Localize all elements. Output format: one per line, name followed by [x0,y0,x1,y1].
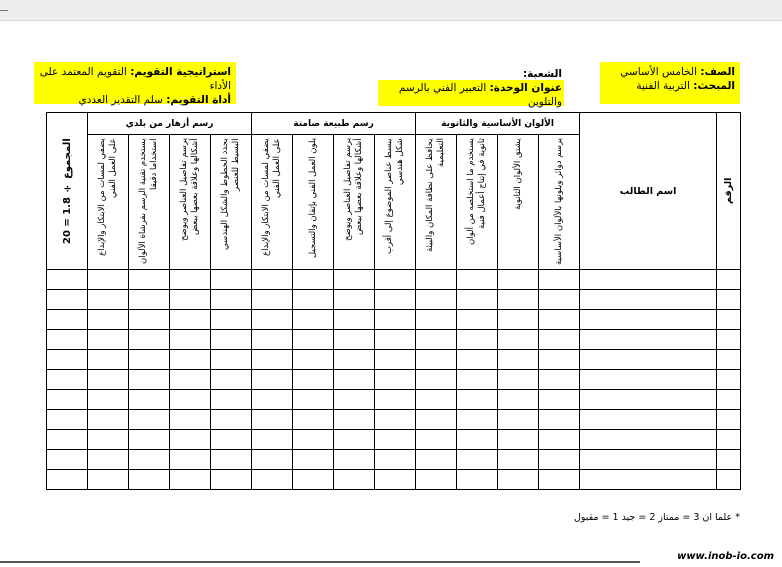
score-cell[interactable] [293,310,334,330]
score-cell[interactable] [539,370,580,390]
score-cell[interactable] [170,270,211,290]
bottom-line [0,561,640,563]
score-cell[interactable] [498,470,539,490]
score-cell[interactable] [375,270,416,290]
score-cell[interactable] [334,350,375,370]
row-number-cell[interactable] [717,430,741,450]
score-cell[interactable] [88,430,129,450]
grading-legend: * علما ان 3 = ممتاز 2 = جيد 1 = مقبول [573,512,740,523]
score-cell[interactable] [457,370,498,390]
score-cell[interactable] [170,290,211,310]
score-cell[interactable] [293,390,334,410]
score-cell[interactable] [457,330,498,350]
score-cell[interactable] [457,310,498,330]
score-cell[interactable] [375,430,416,450]
score-cell[interactable] [416,450,457,470]
total-header-cell [47,113,88,270]
score-cell[interactable] [129,370,170,390]
unit-line [380,81,562,109]
score-cell[interactable] [211,410,252,430]
row-number-cell[interactable] [717,310,741,330]
score-cell[interactable] [539,310,580,330]
row-number-cell[interactable] [717,390,741,410]
score-cell[interactable] [416,390,457,410]
strategy-label: استراتيجية التقويم: [130,66,231,78]
score-cell[interactable] [334,330,375,350]
score-cell[interactable] [375,390,416,410]
total-cell[interactable] [47,450,88,470]
score-cell[interactable] [539,390,580,410]
group-header-row [47,113,741,135]
score-cell[interactable] [539,430,580,450]
student-name-cell[interactable] [580,370,717,390]
score-cell[interactable] [211,450,252,470]
student-name-cell[interactable] [580,450,717,470]
strategy-value: التقويم المعتمد على الأداء [39,66,231,92]
score-cell[interactable] [252,370,293,390]
score-cell[interactable] [211,370,252,390]
total-cell[interactable] [47,270,88,290]
score-cell[interactable] [375,310,416,330]
score-cell[interactable] [334,410,375,430]
score-cell[interactable] [252,330,293,350]
total-cell[interactable] [47,310,88,330]
grade-label: الصف: [700,66,735,78]
score-cell[interactable] [498,450,539,470]
criterion-label: يلون العمل الفني بإتقان والتسجيل [307,138,318,259]
grade-value: الخامس الأساسي [620,66,698,78]
score-cell[interactable] [375,330,416,350]
score-cell[interactable] [88,330,129,350]
total-header: المجموع ÷ 1.8 = 20 [61,138,73,244]
score-cell[interactable] [88,450,129,470]
score-cell[interactable] [375,450,416,470]
score-cell[interactable] [498,430,539,450]
criterion-label: يحافظ على نظافة المكان والبيئة التعليمية [425,138,447,252]
score-cell[interactable] [293,450,334,470]
total-cell[interactable] [47,370,88,390]
tool-label: أداة التقويم: [166,94,231,106]
student-row [47,430,741,450]
criterion-label: يرسم تفاصيل العناصر ويوضح أشكالها وعلاقة بعضها ببعض [179,138,201,242]
score-cell[interactable] [457,450,498,470]
rating-scale-table [46,112,741,490]
score-cell[interactable] [457,290,498,310]
score-cell[interactable] [375,410,416,430]
score-cell[interactable] [334,430,375,450]
score-cell[interactable] [252,410,293,430]
subject-value: التربية الفنية [636,80,690,92]
score-cell[interactable] [498,330,539,350]
score-cell[interactable] [375,290,416,310]
criterion-label: يستخدم تقنية الرسم بفرشاة الألوان استخداما دقيقا [138,138,160,264]
number-header-cell [717,113,741,270]
score-cell[interactable] [170,310,211,330]
student-name-header: اسم الطالب [619,185,677,197]
student-name-cell[interactable] [580,270,717,290]
score-cell[interactable] [88,390,129,410]
criterion-label: يحدد الخطوط والشكل الهندسي البسيط للعنصر [220,138,242,250]
criterion-label: يستخدم ما استخلصه من ألوان ثانوية في إنتاج أعمال فنية [466,138,488,245]
score-cell[interactable] [457,350,498,370]
row-number-cell[interactable] [717,450,741,470]
student-row [47,410,741,430]
score-cell[interactable] [498,270,539,290]
row-number-cell[interactable] [717,290,741,310]
score-cell[interactable] [375,370,416,390]
student-row [47,290,741,310]
score-cell[interactable] [293,290,334,310]
score-cell[interactable] [334,470,375,490]
score-cell[interactable] [252,310,293,330]
assessment-box [34,62,236,104]
score-cell[interactable] [334,310,375,330]
row-number-cell[interactable] [717,470,741,490]
student-name-cell[interactable] [580,290,717,310]
total-cell[interactable] [47,290,88,310]
student-name-cell[interactable] [580,350,717,370]
student-row [47,450,741,470]
student-row [47,470,741,490]
score-cell[interactable] [170,330,211,350]
row-number-cell[interactable] [717,270,741,290]
score-cell[interactable] [539,470,580,490]
student-name-cell[interactable] [580,470,717,490]
score-cell[interactable] [88,270,129,290]
tool-value: سلم التقدير العددي [78,94,163,106]
unit-label: عنوان الوحدة: [489,82,562,94]
score-cell[interactable] [416,370,457,390]
score-cell[interactable] [170,470,211,490]
student-row [47,270,741,290]
subject-label: المبحث: [693,80,735,92]
total-cell[interactable] [47,470,88,490]
score-cell[interactable] [129,310,170,330]
score-cell[interactable] [416,410,457,430]
score-cell[interactable] [498,290,539,310]
score-cell[interactable] [457,430,498,450]
score-cell[interactable] [252,350,293,370]
score-cell[interactable] [539,350,580,370]
score-cell[interactable] [211,270,252,290]
criterion-label: يرسم تفاصيل العناصر ويوضح أشكالها وعلاقة بعضها ببعض [343,138,365,242]
score-cell[interactable] [129,410,170,430]
score-cell[interactable] [293,370,334,390]
score-cell[interactable] [293,350,334,370]
score-cell[interactable] [211,430,252,450]
score-cell[interactable] [170,450,211,470]
student-row [47,390,741,410]
score-cell[interactable] [211,290,252,310]
criterion-label: يبسط عناصر الموضوع إلى أقرب شكل هندسي [384,138,406,254]
score-cell[interactable] [498,350,539,370]
score-cell[interactable] [498,370,539,390]
score-cell[interactable] [457,470,498,490]
score-cell[interactable] [498,310,539,330]
section-label: الشعبة: [522,68,562,80]
score-cell[interactable] [88,470,129,490]
score-cell[interactable] [129,390,170,410]
score-cell[interactable] [334,290,375,310]
score-cell[interactable] [88,290,129,310]
score-cell[interactable] [129,470,170,490]
score-cell[interactable] [170,390,211,410]
score-cell[interactable] [88,370,129,390]
score-cell[interactable] [129,350,170,370]
unit-value: التعبير الفني بالرسم والتلوين [398,82,562,108]
score-cell[interactable] [539,450,580,470]
score-cell[interactable] [498,390,539,410]
number-header: الرقم [723,177,735,205]
score-cell[interactable] [252,390,293,410]
bottom-rule [0,557,782,567]
score-cell[interactable] [129,270,170,290]
score-cell[interactable] [293,470,334,490]
score-cell[interactable] [375,350,416,370]
score-cell[interactable] [129,290,170,310]
score-cell[interactable] [170,410,211,430]
score-cell[interactable] [88,310,129,330]
score-cell[interactable] [252,430,293,450]
section-line [380,67,562,81]
student-row [47,310,741,330]
score-cell[interactable] [498,410,539,430]
student-name-cell[interactable] [580,310,717,330]
score-cell[interactable] [211,310,252,330]
score-cell[interactable] [211,390,252,410]
score-cell[interactable] [416,330,457,350]
row-number-cell[interactable] [717,350,741,370]
score-cell[interactable] [457,390,498,410]
score-cell[interactable] [211,330,252,350]
score-cell[interactable] [416,290,457,310]
student-name-header-cell [580,113,717,270]
student-row [47,370,741,390]
score-cell[interactable] [88,410,129,430]
score-cell[interactable] [457,410,498,430]
grade-subject-box [600,62,740,104]
viewer-marker [0,10,8,11]
viewer-top-bar [0,0,782,21]
score-cell[interactable] [252,450,293,470]
total-cell[interactable] [47,410,88,430]
score-cell[interactable] [293,410,334,430]
student-name-cell[interactable] [580,430,717,450]
criterion-label: يضفي لمسات من الابتكار والإبداع على العمل الفني [261,138,283,256]
total-cell[interactable] [47,350,88,370]
score-cell[interactable] [416,270,457,290]
criterion-label: يشتق الألوان الثانوية [512,138,523,210]
score-cell[interactable] [211,470,252,490]
score-cell[interactable] [416,430,457,450]
student-name-cell[interactable] [580,410,717,430]
score-cell[interactable] [129,430,170,450]
score-cell[interactable] [539,330,580,350]
score-cell[interactable] [252,270,293,290]
criterion-label: يضفي لمسات من الابتكار والإبداع على العمل الفني [97,138,119,256]
total-cell[interactable] [47,390,88,410]
score-cell[interactable] [334,450,375,470]
score-cell[interactable] [334,370,375,390]
score-cell[interactable] [211,350,252,370]
score-cell[interactable] [88,350,129,370]
group-title: الألوان الأساسية والثانوية [416,113,580,135]
score-cell[interactable] [129,450,170,470]
criterion-label: يرسم دوائر ويلونها بالألوان الأساسية [553,138,564,266]
score-cell[interactable] [375,470,416,490]
score-cell[interactable] [539,270,580,290]
row-number-cell[interactable] [717,330,741,350]
student-row [47,350,741,370]
student-name-cell[interactable] [580,390,717,410]
score-cell[interactable] [129,330,170,350]
total-cell[interactable] [47,330,88,350]
group-title: رسم طبيعة صامتة [252,113,416,135]
score-cell[interactable] [252,290,293,310]
score-cell[interactable] [170,430,211,450]
website-watermark: www.inob-io.com [677,551,774,562]
score-cell[interactable] [252,470,293,490]
grid-body [47,270,741,490]
score-cell[interactable] [539,290,580,310]
score-cell[interactable] [457,270,498,290]
score-cell[interactable] [293,330,334,350]
score-cell[interactable] [170,350,211,370]
total-cell[interactable] [47,430,88,450]
score-cell[interactable] [334,390,375,410]
score-cell[interactable] [416,310,457,330]
score-cell[interactable] [170,370,211,390]
group-title: رسم أزهار من بلدي [88,113,252,135]
score-cell[interactable] [334,270,375,290]
score-cell[interactable] [293,430,334,450]
score-cell[interactable] [293,270,334,290]
student-name-cell[interactable] [580,330,717,350]
score-cell[interactable] [416,350,457,370]
row-number-cell[interactable] [717,410,741,430]
score-cell[interactable] [416,470,457,490]
row-number-cell[interactable] [717,370,741,390]
score-cell[interactable] [539,410,580,430]
student-row [47,330,741,350]
